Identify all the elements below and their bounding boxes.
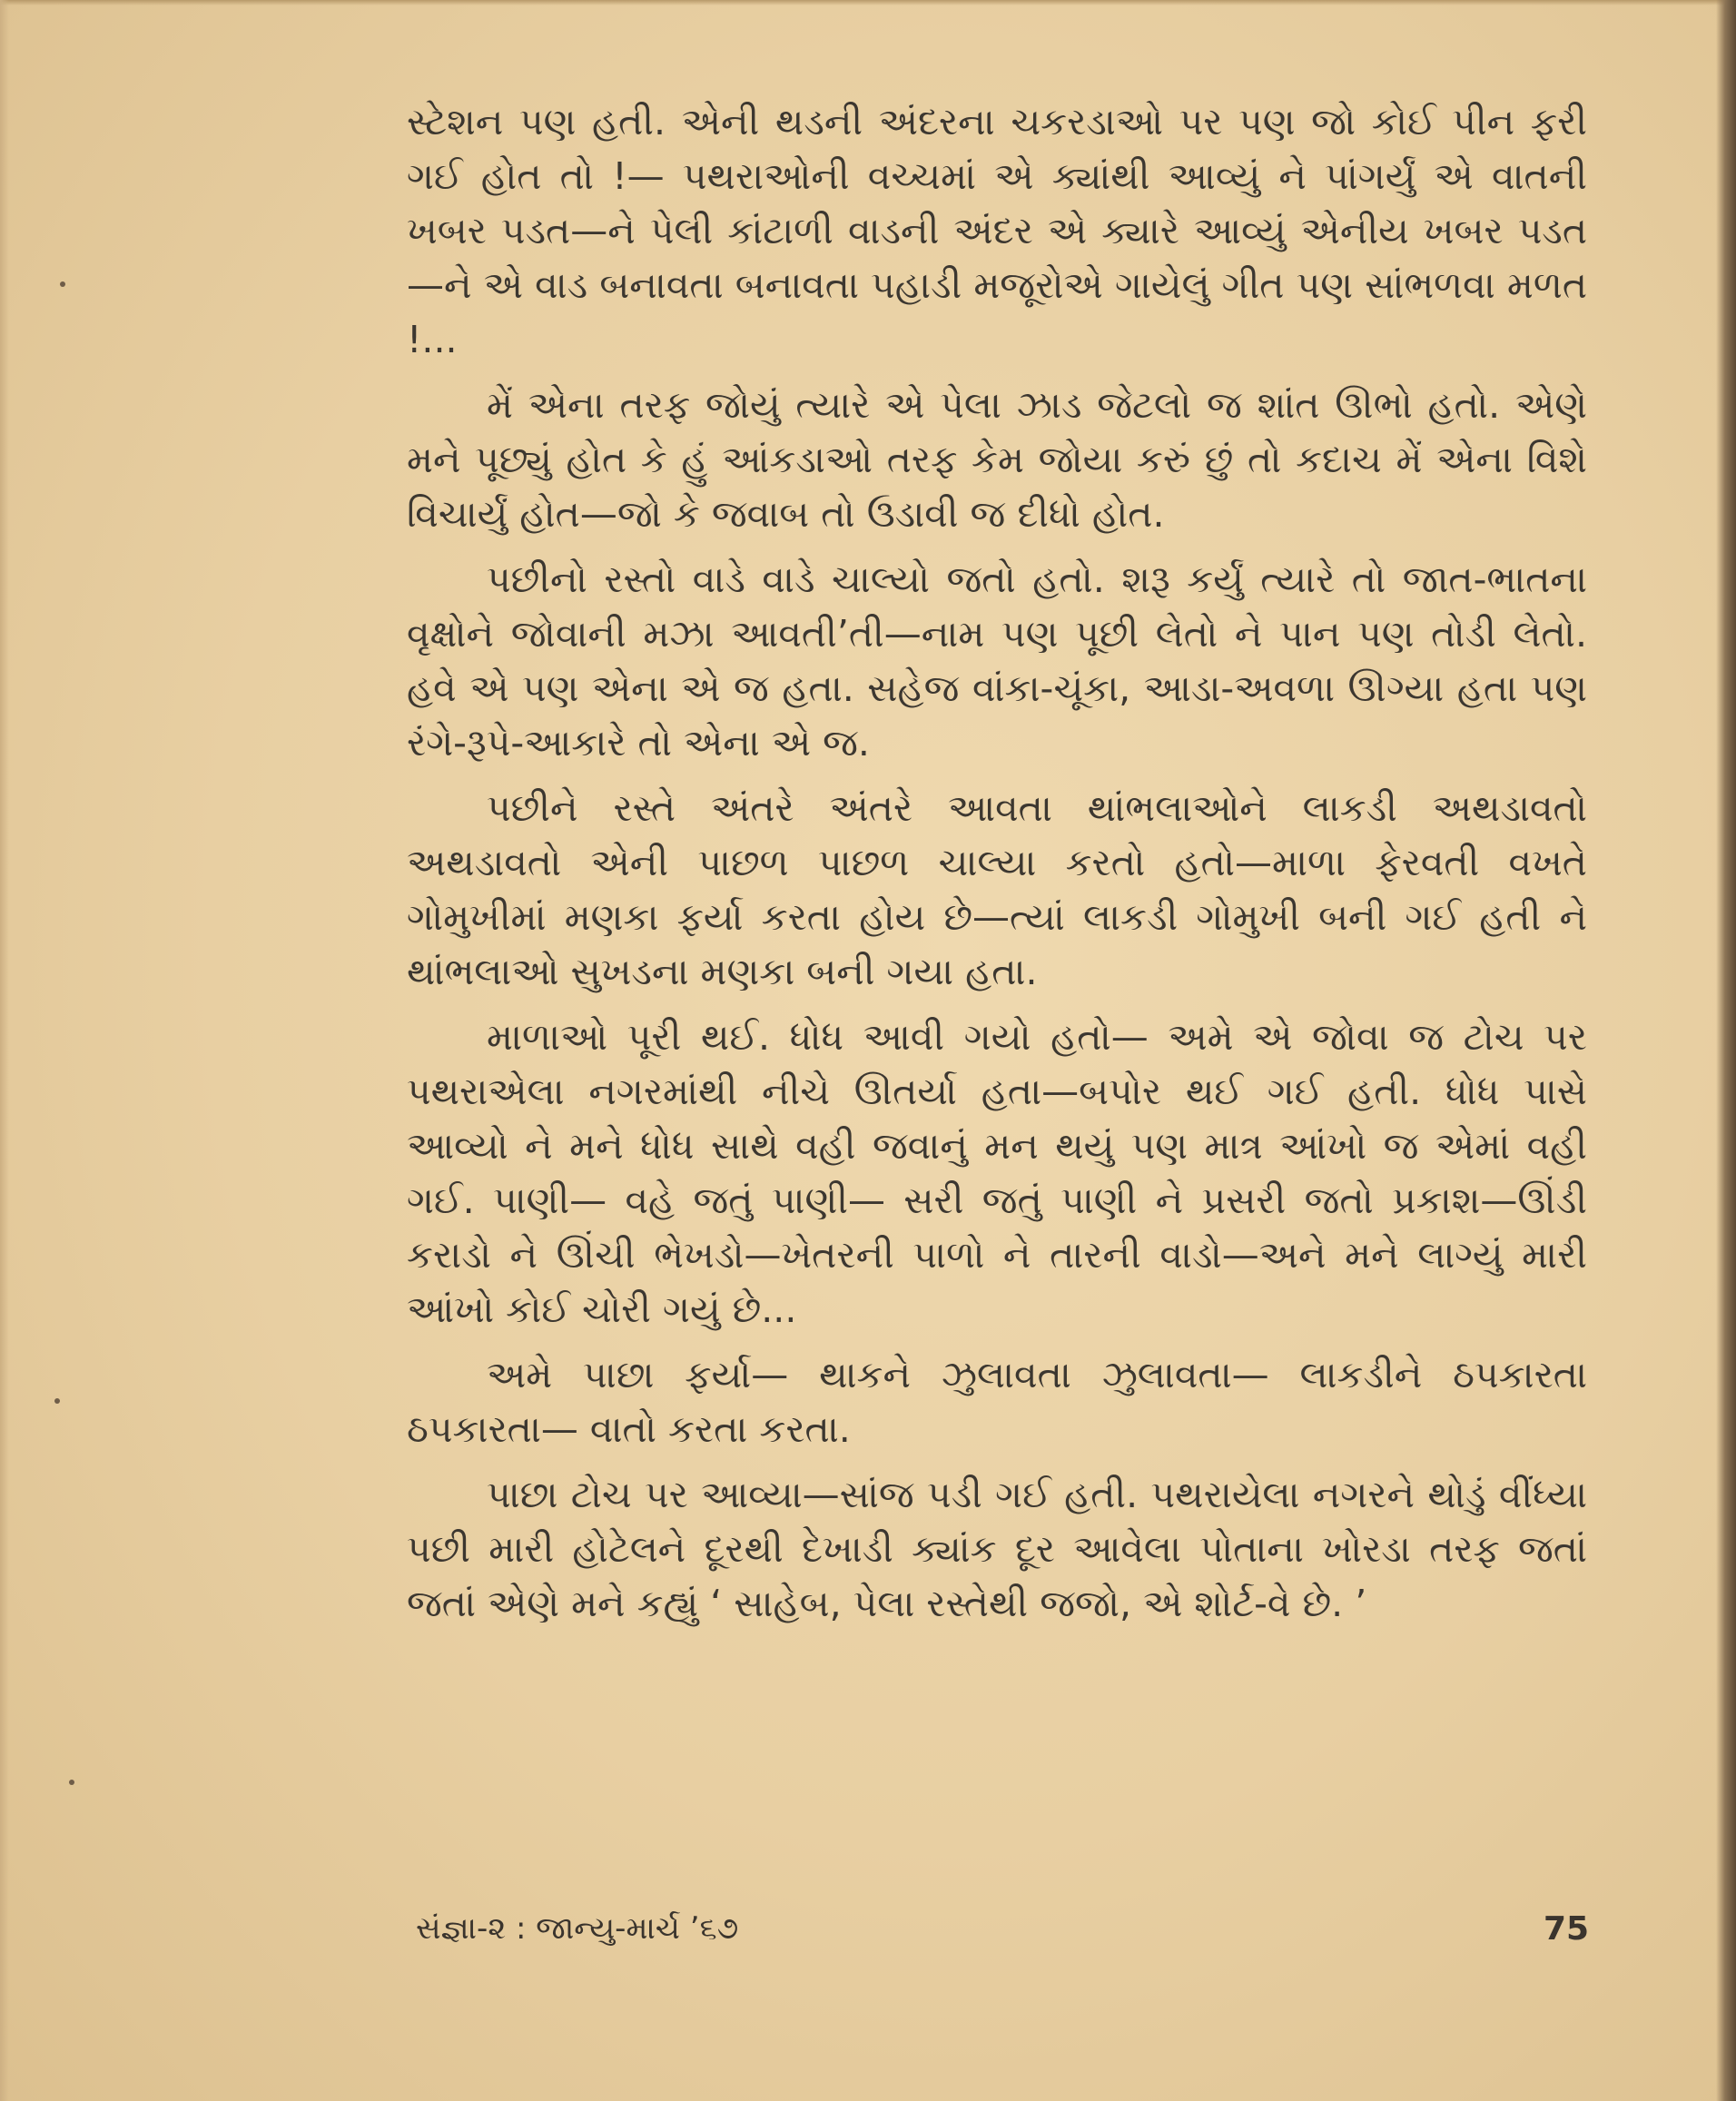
- page-right-edge: [1716, 0, 1736, 2101]
- paragraph: પાછા ટોચ પર આવ્યા—સાંજ પડી ગઈ હતી. પથરાયેલા નગરને થોડું વીંધ્યા પછી મારી હોટેલને દૂરથી દેખાડી ક્યાંક દૂર આવેલા પોતાના ખોરડા તરફ જતાં જતાં એણે મને કહ્યું ‘ સાહેબ, પેલા રસ્તેથી જજો, એ શોર્ટ-વે છે. ’: [407, 1473, 1587, 1625]
- paragraph: મેં એના તરફ જોયું ત્યારે એ પેલા ઝાડ જેટલો જ શાંત ઊભો હતો. એણે મને પૂછ્યું હોત કે હું આંકડાઓ તરફ કેમ જોયા કરું છું તો કદાચ મેં એના વિશે વિચાર્યું હોત—જો કે જવાબ તો ઉડાવી જ દીધો હોત.: [407, 383, 1588, 536]
- paper-speck: [54, 1398, 60, 1404]
- page-top-edge: [0, 0, 1736, 5]
- paragraph: માળાઓ પૂરી થઈ. ધોધ આવી ગયો હતો— અમે એ જોવા જ ટોચ પર પથરાએલા નગરમાંથી નીચે ઊતર્યા હતા—બપોર થઈ ગઈ હતી. ધોધ પાસે આવ્યો ને મને ધોધ સાથે વહી જવાનું મન થયું પણ માત્ર આંખો જ એમાં વહી ગઈ. પાણી— વહે જતું પાણી— સરી જતું પાણી ને પ્રસરી જતો પ્રકાશ—ઊંડી કરાડો ને ઊંચી ભેખડો—ખેતરની પાળો ને તારની વાડો—અને મને લાગ્યું મારી આંખો કોઈ ચોરી ગયું છે...: [407, 1015, 1587, 1331]
- paper-speck: [60, 281, 65, 287]
- paragraph: પછીને રસ્તે અંતરે અંતરે આવતા થાંભલાઓને લાકડી અથડાવતો અથડાવતો એની પાછળ પાછળ ચાલ્યા કરતો હતો—માળા ફેરવતી વખતે ગોમુખીમાં મણકા ફર્યા કરતા હોય છે—ત્યાં લાકડી ગોમુખી બની ગઈ હતી ને થાંભલાઓ સુખડના મણકા બની ગયા હતા.: [407, 786, 1587, 993]
- journal-footer: સંજ્ઞા-૨ : જાન્યુ-માર્ચ ’૬૭: [416, 1910, 739, 1947]
- page-number: 75: [1544, 1910, 1590, 1948]
- page-left-edge: [0, 0, 9, 2101]
- body-text: [407, 94, 1587, 1642]
- paragraph: અમે પાછા ફર્યા— થાકને ઝુલાવતા ઝુલાવતા— લાકડીને ઠપકારતા ઠપકારતા— વાતો કરતા કરતા.: [407, 1353, 1587, 1451]
- paper-speck: [69, 1780, 74, 1785]
- paragraph: પછીનો રસ્તો વાડે વાડે ચાલ્યો જતો હતો. શરૂ કર્યું ત્યારે તો જાત-ભાતના વૃક્ષોને જોવાની મઝા આવતી’તી—નામ પણ પૂછી લેતો ને પાન પણ તોડી લેતો. હવે એ પણ એના એ જ હતા. સહેજ વાંકા-ચૂંકા, આડા-અવળા ઊગ્યા હતા પણ રંગે-રૂપે-આકારે તો એના એ જ.: [407, 557, 1587, 764]
- paragraph: સ્ટેશન પણ હતી. એની થડની અંદરના ચકરડાઓ પર પણ જો કોઈ પીન ફરી ગઈ હોત તો !— પથરાઓની વચ્ચમાં એ ક્યાંથી આવ્યું ને પાંગર્યું એ વાતની ખબર પડત—ને પેલી કાંટાળી વાડની અંદર એ ક્યારે આવ્યું એનીય ખબર પડત—ને એ વાડ બનાવતા બનાવતા પહાડી મજૂરોએ ગાયેલું ગીત પણ સાંભળવા મળત !...: [407, 100, 1587, 361]
